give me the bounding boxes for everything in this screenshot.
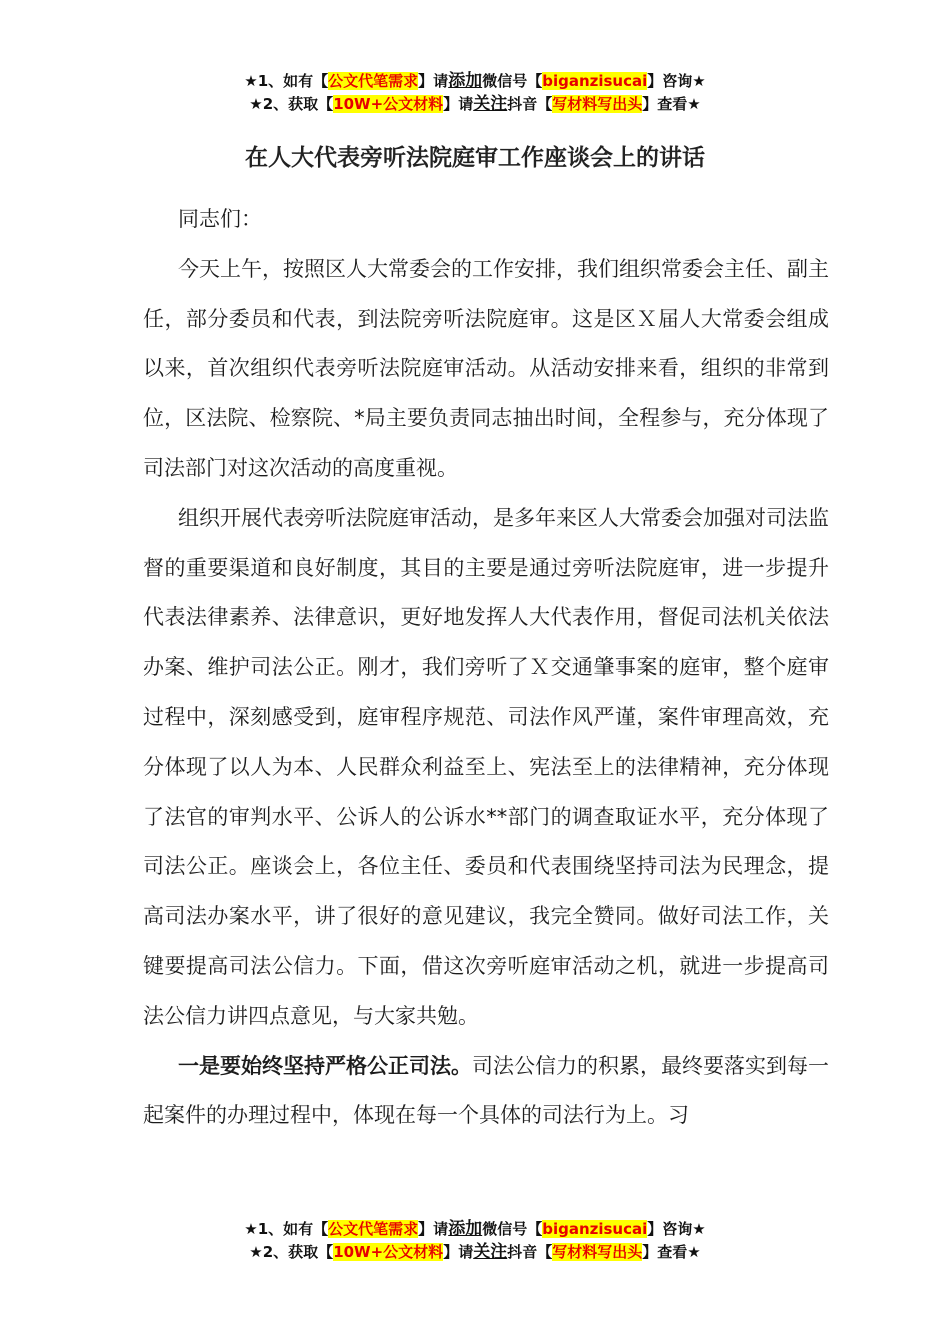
paragraph-3-lead: 一是要始终坚持严格公正司法。: [178, 1053, 472, 1078]
banner-line-2: [0, 1241, 950, 1264]
header-banner: [0, 70, 950, 116]
banner-line-2: [0, 93, 950, 116]
banner-line-1: [0, 70, 950, 93]
banner-underline: 添加: [448, 1219, 483, 1239]
banner-text: 】请: [443, 95, 474, 113]
banner-underline: 关注: [473, 94, 508, 114]
banner-text: ★2、获取【: [249, 1243, 334, 1261]
banner-text: 】咨询★: [647, 1220, 706, 1238]
banner-highlight: 10W+公文材料: [333, 95, 444, 113]
banner-highlight: biganzisucai: [542, 72, 648, 90]
banner-underline: 添加: [448, 71, 483, 91]
banner-highlight: 写材料写出头: [552, 1243, 643, 1261]
document-title: 在人大代表旁听法院庭审工作座谈会上的讲话: [245, 145, 705, 171]
banner-highlight: biganzisucai: [542, 1220, 648, 1238]
banner-text: 抖音【: [507, 95, 553, 113]
banner-text: 】请: [418, 72, 449, 90]
banner-highlight: 写材料写出头: [552, 95, 643, 113]
footer-banner: [0, 1218, 950, 1264]
paragraph-3-text: 司法公信力的积累，最终要落实到每一起案件的办理过程中，体现在每一个具体的司法行为上。习: [143, 1053, 829, 1128]
banner-line-1: [0, 1218, 950, 1241]
paragraph-1: 今天上午，按照区人大常委会的工作安排，我们组织常委会主任、副主任，部分委员和代表，到法院旁听法院庭审。这是区Ｘ届人大常委会组成以来，首次组织代表旁听法院庭审活动。从活动安排来看，组织的非常到位，区法院、检察院、*局主要负责同志抽出时间，全程参与，充分体现了司法部门对这次活动的高度重视。: [143, 256, 829, 480]
banner-text: 】查看★: [642, 95, 701, 113]
banner-text: 】查看★: [642, 1243, 701, 1261]
banner-highlight: 公文代笔需求: [328, 72, 419, 90]
banner-text: 】咨询★: [647, 72, 706, 90]
salutation: 同志们：: [178, 207, 262, 231]
banner-text: 】请: [418, 1220, 449, 1238]
banner-text: ★1、如有【: [244, 72, 329, 90]
banner-text: 抖音【: [507, 1243, 553, 1261]
banner-text: 微信号【: [482, 72, 543, 90]
paragraph-2: 组织开展代表旁听法院庭审活动，是多年来区人大常委会加强对司法监督的重要渠道和良好制度，其目的主要是通过旁听法院庭审，进一步提升代表法律素养、法律意识，更好地发挥人大代表作用，督促司法机关依法办案、维护司法公正。刚才，我们旁听了Ｘ交通肇事案的庭审，整个庭审过程中，深刻感受到，庭审程序规范、司法作风严谨，案件审理高效，充分体现了以人为本、人民群众利益至上、宪法至上的法律精神，充分体现了法官的审判水平、公诉人的公诉水**部门的调查取证水平，充分体现了司法公正。座谈会上，各位主任、委员和代表围绕坚持司法为民理念，提高司法办案水平，讲了很好的意见建议，我完全赞同。做好司法工作，关键要提高司法公信力。下面，借这次旁听庭审活动之机，就进一步提高司法公信力讲四点意见，与大家共勉。: [143, 505, 829, 1028]
document-body: [143, 195, 829, 1141]
banner-text: ★2、获取【: [249, 95, 334, 113]
banner-highlight: 公文代笔需求: [328, 1220, 419, 1238]
paragraph-3: [143, 1042, 829, 1142]
banner-underline: 关注: [473, 1242, 508, 1262]
banner-highlight: 10W+公文材料: [333, 1243, 444, 1261]
banner-text: 微信号【: [482, 1220, 543, 1238]
banner-text: 】请: [443, 1243, 474, 1261]
banner-text: ★1、如有【: [244, 1220, 329, 1238]
